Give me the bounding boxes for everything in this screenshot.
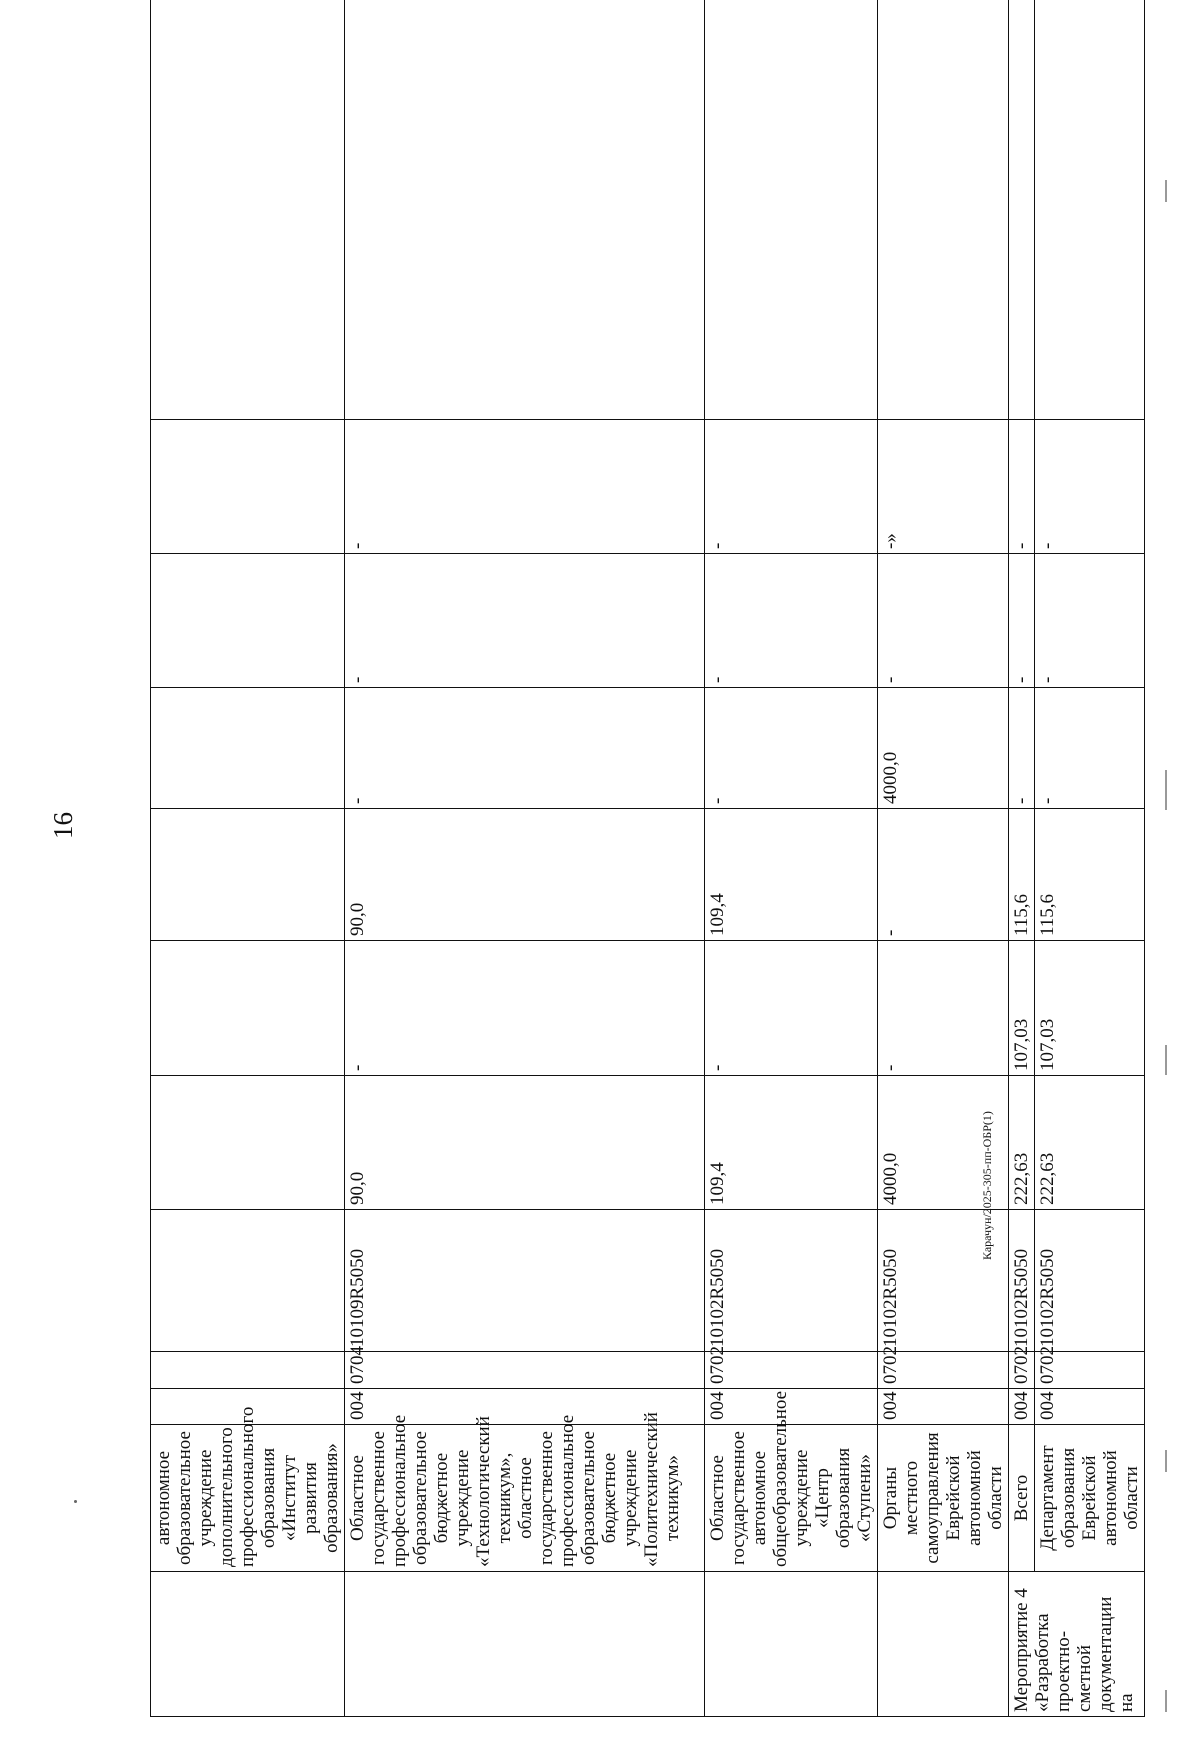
- table-row: [878, 0, 1009, 1717]
- total-cell: 109,4: [705, 1076, 878, 1210]
- y2028-cell: -: [345, 554, 705, 688]
- y2025-cell: 107,03: [1035, 941, 1145, 1076]
- grbs-cell: 004: [1035, 1389, 1145, 1425]
- y2027-cell: -: [1035, 688, 1145, 809]
- y2028-cell: -: [1009, 554, 1035, 688]
- total-cell: 90,0: [345, 1076, 705, 1210]
- y2025-cell: [151, 941, 345, 1076]
- rzpr-cell: 0702: [878, 1352, 1009, 1389]
- csr-cell: 10102R5050: [1035, 1210, 1145, 1352]
- rotated-table-area: [150, 44, 1142, 1717]
- y2029-cell: -: [705, 420, 878, 554]
- grbs-cell: 004: [878, 1389, 1009, 1425]
- y2026-cell: 115,6: [1009, 809, 1035, 941]
- y2026-cell: 109,4: [705, 809, 878, 941]
- executor-cell: Всего: [1009, 1425, 1035, 1572]
- executor-cell: Областное государственное автономное общеобразовательное учреждение «Центр образования «Ступени»: [705, 1425, 878, 1572]
- total-cell: [151, 1076, 345, 1210]
- activity-cell: [878, 1572, 1009, 1717]
- activity-cell: [151, 1572, 345, 1717]
- y2026-cell: -: [878, 809, 1009, 941]
- activity-cell: [345, 1572, 705, 1717]
- y2027-cell: -: [705, 688, 878, 809]
- csr-cell: 10109R5050: [345, 1210, 705, 1352]
- y2029-cell: [151, 420, 345, 554]
- total-cell: 222,63: [1035, 1076, 1145, 1210]
- y2026-cell: [151, 809, 345, 941]
- executor-cell: Департамент образования Еврейской автономной области: [1035, 1425, 1145, 1572]
- table-row: [1035, 0, 1145, 1717]
- y2027-cell: [151, 688, 345, 809]
- csr-cell: 10102R5050: [1009, 1210, 1035, 1352]
- activity-cell: Мероприятие 4 «Разработка проектно-сметной документации на: [1009, 1572, 1145, 1717]
- y2025-cell: -: [345, 941, 705, 1076]
- y2030-cell: [151, 0, 345, 420]
- rzpr-cell: 0702: [705, 1352, 878, 1389]
- scan-dot: [74, 1500, 77, 1503]
- y2030-cell: [878, 0, 1009, 420]
- y2030-cell: [705, 0, 878, 420]
- scan-mark: [1165, 1045, 1167, 1075]
- rzpr-cell: 0702: [1009, 1352, 1035, 1389]
- y2028-cell: [151, 554, 345, 688]
- y2028-cell: -: [878, 554, 1009, 688]
- scan-mark: [1165, 1450, 1167, 1472]
- table-row: [1009, 0, 1035, 1717]
- y2025-cell: -: [878, 941, 1009, 1076]
- y2027-cell: -: [345, 688, 705, 809]
- rzpr-cell: 0704: [345, 1352, 705, 1389]
- y2030-cell: [1009, 0, 1035, 420]
- y2030-cell: [1035, 0, 1145, 420]
- csr-cell: 10102R5050: [878, 1210, 1009, 1352]
- y2026-cell: 90,0: [345, 809, 705, 941]
- document-code: Карачун/2025-305-пп-ОБР(1): [980, 1111, 994, 1260]
- rzpr-cell: 0702: [1035, 1352, 1145, 1389]
- csr-cell: 10102R5050: [705, 1210, 878, 1352]
- executor-cell: Органы местного самоуправления Еврейской автономной области: [878, 1425, 1009, 1572]
- activity-cell: [705, 1572, 878, 1717]
- y2029-cell: -: [1035, 420, 1145, 554]
- y2028-cell: -: [705, 554, 878, 688]
- table-row: [345, 0, 705, 1717]
- page-number: 16: [48, 812, 78, 839]
- scan-mark: [1165, 1690, 1167, 1712]
- executor-cell: автономное образовательное учреждение дополнительного профессионального образования «Институт развития образования»: [151, 1425, 345, 1572]
- total-cell: 4000,0: [878, 1076, 1009, 1210]
- y2030-cell: [345, 0, 705, 420]
- y2028-cell: -: [1035, 554, 1145, 688]
- table-row: [705, 0, 878, 1717]
- y2025-cell: 107,03: [1009, 941, 1035, 1076]
- rzpr-cell: [151, 1352, 345, 1389]
- budget-table: [150, 0, 1145, 1717]
- y2026-cell: 115,6: [1035, 809, 1145, 941]
- y2027-cell: -: [1009, 688, 1035, 809]
- csr-cell: [151, 1210, 345, 1352]
- y2029-cell: -»: [878, 420, 1009, 554]
- grbs-cell: 004: [1009, 1389, 1035, 1425]
- y2027-cell: 4000,0: [878, 688, 1009, 809]
- y2029-cell: -: [1009, 420, 1035, 554]
- table-row: [151, 0, 345, 1717]
- y2029-cell: -: [345, 420, 705, 554]
- total-cell: 222,63: [1009, 1076, 1035, 1210]
- grbs-cell: 004: [345, 1389, 705, 1425]
- scan-mark: [1165, 180, 1167, 202]
- executor-cell: Областное государственное профессиональное образовательное бюджетное учреждение «Технологический техникум», областное государственное профессиональное образовательное бюджетное учреждение «Политехнический техникум»: [345, 1425, 705, 1572]
- y2025-cell: -: [705, 941, 878, 1076]
- grbs-cell: 004: [705, 1389, 878, 1425]
- scan-mark: [1165, 770, 1167, 810]
